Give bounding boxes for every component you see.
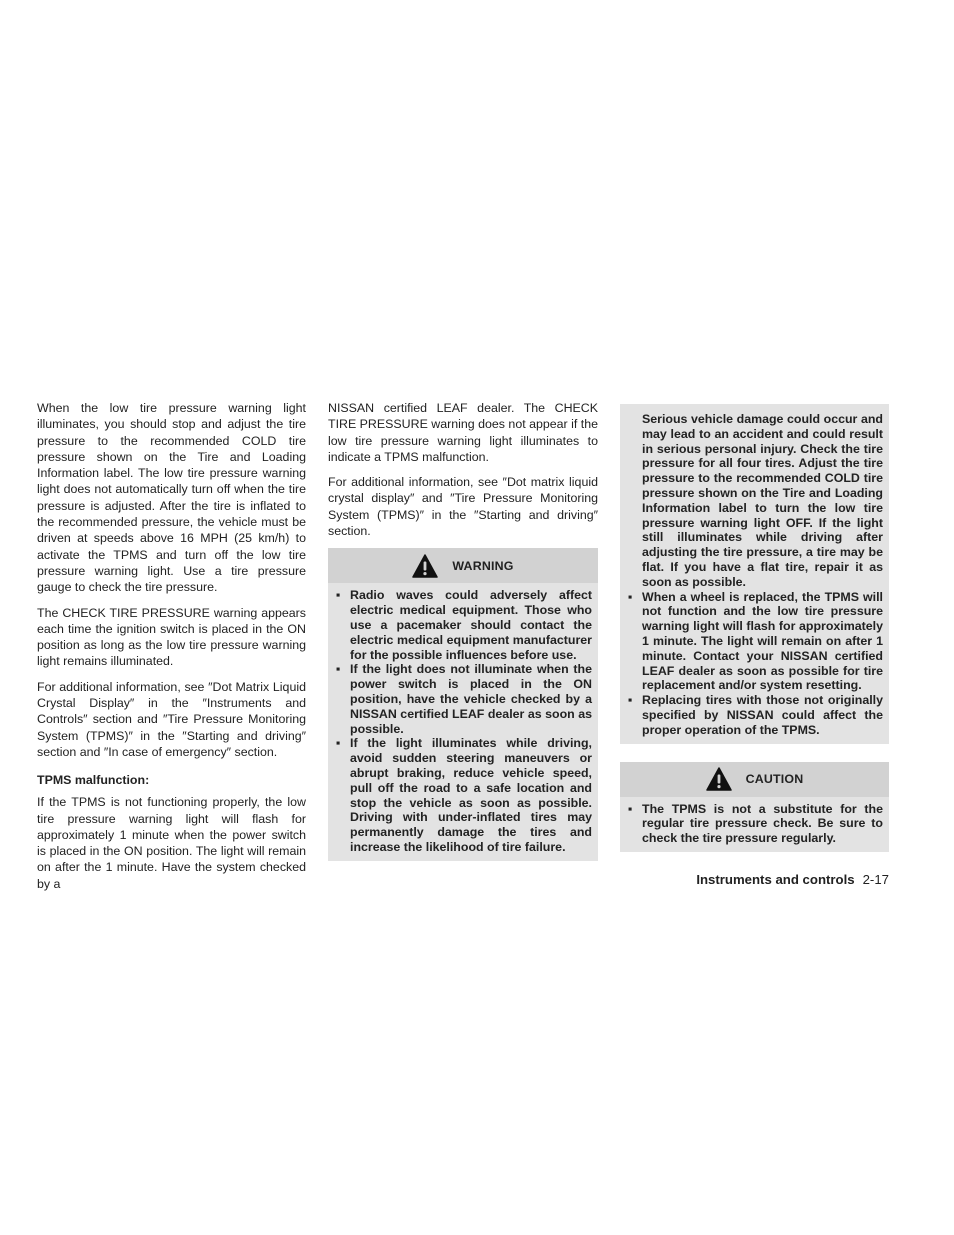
warning-header bbox=[328, 548, 598, 583]
list-item: ▪ When a wheel is replaced, the TPMS will not function and the low tire pressure warning light will flash for approximately 1 minute. The light will remain on after 1 minute. Contact your NISSAN certified LEAF dealer as soon as possible for tire replacement and/or system resetting. bbox=[628, 589, 883, 693]
warning-triangle-icon bbox=[706, 767, 732, 791]
warning-triangle-icon bbox=[412, 554, 438, 578]
warning-continuation: Serious vehicle damage could occur and may lead to an accident and could result in serious personal injury. Check the tire pressure for all four tires. Adjust the tire pressure to the recommended COLD tire pressure shown on the Tire and Loading Information label to turn the low tire pressure warning light OFF. If the light still illuminates while driving after adjusting the tire pressure, a tire may be flat. If you have a flat tire, repair it as soon as possible. bbox=[642, 412, 883, 589]
paragraph: For additional information, see ″Dot Matrix Liquid Crystal Display″ in the ″Instruments and Controls″ section and ″Tire Pressure Monitoring System (TPMS)″ in the ″Starting and driving″ section and ″In case of emergency″ section. bbox=[37, 679, 306, 759]
warning-list bbox=[334, 588, 592, 854]
list-item: ▪ If the light does not illuminate when the power switch is placed in the ON position, have the vehicle checked by a NISSAN certified LEAF dealer as soon as possible. bbox=[336, 662, 592, 736]
caution-title: CAUTION bbox=[745, 772, 804, 787]
list-item: ▪ If the light illuminates while driving, avoid sudden steering maneuvers or abrupt braking, reduce vehicle speed, pull off the road to a safe location and stop the vehicle as soon as possible. Driving with under-inflated tires may permanently damage the tires and increase the likelihood of tire failure. bbox=[336, 736, 592, 854]
page-footer bbox=[696, 872, 889, 887]
caution-header bbox=[620, 762, 889, 797]
caution-box bbox=[620, 762, 889, 852]
paragraph: For additional information, see ″Dot matrix liquid crystal display″ and ″Tire Pressure Monitoring System (TPMS)″ in the ″Starting and driving″ section. bbox=[328, 475, 598, 539]
column-3 bbox=[620, 404, 889, 852]
paragraph: The CHECK TIRE PRESSURE warning appears each time the ignition switch is placed in the ON position as long as the low tire pressure warning light remains illuminated. bbox=[37, 605, 306, 669]
list-item: ▪ Radio waves could adversely affect electric medical equipment. Those who use a pacemaker should contact the electric medical equipment manufacturer for the possible influences before use. bbox=[336, 588, 592, 662]
column-2 bbox=[328, 400, 598, 861]
warning-list-continued bbox=[626, 590, 883, 738]
warning-box bbox=[328, 548, 598, 860]
list-item: ▪ Replacing tires with those not originally specified by NISSAN could affect the proper operation of the TPMS. bbox=[628, 693, 883, 737]
column-1 bbox=[37, 400, 306, 901]
warning-title: WARNING bbox=[452, 558, 514, 573]
subheading-tpms-malfunction: TPMS malfunction: bbox=[37, 773, 150, 788]
paragraph: When the low tire pressure warning light illuminates, you should stop and adjust the tire pressure to the recommended COLD tire pressure shown on the Tire and Loading Information label. The low tire pressure warning light does not automatically turn off when the tire pressure is adjusted. After the tire is inflated to the recommended pressure, the vehicle must be driven at speeds above 16 MPH (25 km/h) to activate the TPMS and turn off the low tire pressure warning light. Use a tire pressure gauge to check the tire pressure. bbox=[37, 401, 306, 595]
paragraph: NISSAN certified LEAF dealer. The CHECK TIRE PRESSURE warning does not appear if the low tire pressure warning light illuminates to indicate a TPMS malfunction. bbox=[328, 401, 598, 464]
list-item: ▪ The TPMS is not a substitute for the regular tire pressure check. Be sure to check the tire pressure regularly. bbox=[628, 801, 883, 846]
paragraph: If the TPMS is not functioning properly, the low tire pressure warning light will flash for approximately 1 minute when the power switch is placed in the ON position. The light will remain on after the 1 minute. Have the system checked by a bbox=[37, 795, 306, 891]
footer-section-title: Instruments and controls bbox=[696, 872, 855, 887]
warning-box-continued bbox=[620, 404, 889, 744]
page-number: 2-17 bbox=[862, 872, 889, 887]
caution-list bbox=[626, 802, 883, 846]
